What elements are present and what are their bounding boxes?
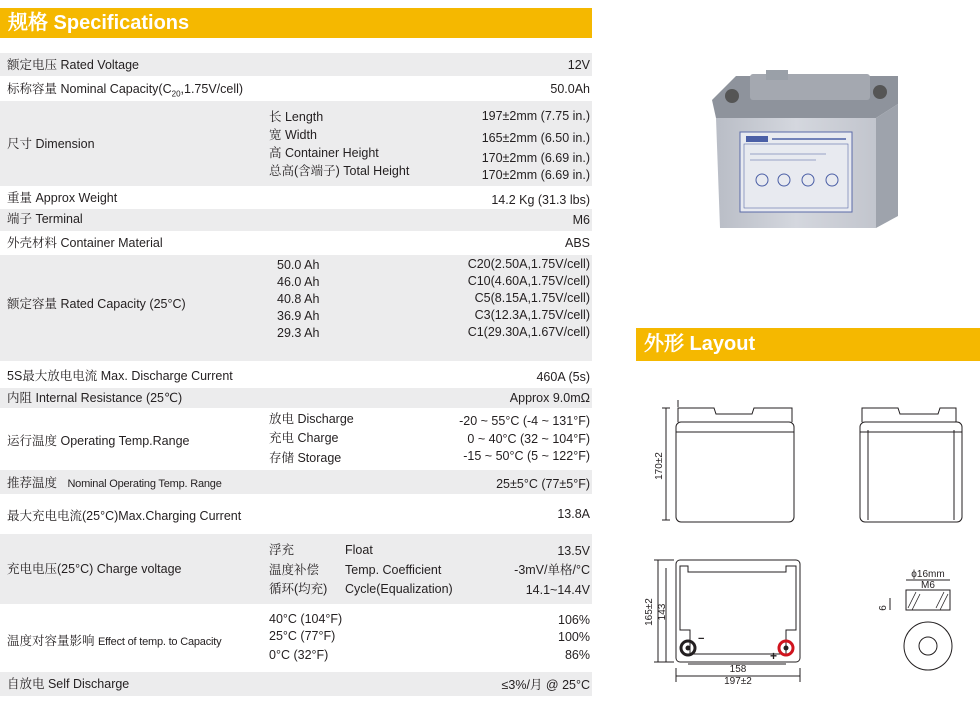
row-temp-effect: [0, 606, 592, 672]
operating-temp-discharge: 放电 Discharge: [269, 412, 354, 426]
row-rated-capacity: [0, 255, 592, 361]
max-discharge-label: 5S最大放电电流 Max. Discharge Current: [7, 369, 233, 383]
operating-temp-storage-value: -15 ~ 50°C (5 ~ 122°F): [463, 449, 590, 463]
charge-voltage-float-value: 13.5V: [557, 544, 590, 558]
rated-voltage-label: 额定电压 Rated Voltage: [7, 58, 140, 72]
minus-sign: −: [698, 633, 705, 645]
dimension-container-height-value: 170±2mm (6.69 in.): [481, 151, 590, 165]
operating-temp-discharge-value: -20 ~ 55°C (-4 ~ 131°F): [459, 414, 590, 428]
nominal-capacity-label: 标称容量 Nominal $Capacity(C_{20},1.75V/cell)$: [7, 82, 244, 99]
temp-effect-item: 40°C (104°F): [269, 612, 343, 626]
charge-voltage-float: 浮充: [269, 543, 295, 557]
row-dimension: [0, 101, 592, 186]
terminal-detail-drawing: [890, 580, 952, 670]
container-material-value: ABS: [564, 236, 590, 250]
row-charge-voltage: [0, 534, 592, 604]
dimension-total-height: 总高(含端子) Total Height: [269, 164, 410, 178]
specifications-banner: 规格 Specifications: [0, 8, 592, 38]
dim-terminal-dia: ϕ16mm: [911, 569, 945, 580]
terminal-value: M6: [572, 213, 590, 227]
row-internal-resistance: [0, 388, 592, 408]
rated-capacity-item: 46.0 Ah: [277, 275, 320, 289]
dim-width-197: 197±2: [724, 676, 752, 687]
dim-width-158: 158: [729, 664, 747, 675]
dim-height-143: 143: [657, 603, 668, 621]
charge-voltage-temp-coef-value: -3mV/单格/°C: [514, 563, 590, 577]
rated-capacity-item: 36.9 Ah: [277, 309, 320, 323]
self-discharge-label: 自放电 Self Discharge: [7, 677, 130, 691]
layout-banner: 外形 Layout: [636, 328, 980, 361]
dimension-width: 宽 Width: [269, 128, 317, 142]
row-container-material: [0, 232, 592, 254]
dim-height-165: 165±2: [644, 598, 655, 626]
temp-effect-value: 86%: [564, 648, 590, 662]
self-discharge-value: ≤3%/月 @ 25°C: [501, 678, 590, 692]
row-approx-weight: [0, 187, 592, 209]
layout-drawings: [636, 370, 980, 700]
rated-capacity-item: 40.8 Ah: [277, 292, 320, 306]
operating-temp-storage: 存储 Storage: [269, 451, 342, 465]
operating-temp-label: 运行温度 Operating Temp.Range: [7, 434, 190, 448]
dimension-width-value: 165±2mm (6.50 in.): [481, 131, 590, 145]
terminal-label: 端子 Terminal: [7, 212, 83, 226]
battery-product-image: [706, 70, 906, 235]
charge-voltage-label: 充电电压(25°C) Charge voltage: [7, 562, 182, 576]
row-max-discharge: [0, 362, 592, 388]
row-self-discharge: [0, 672, 592, 696]
dim-height-170: 170±2: [654, 452, 665, 480]
rated-capacity-item: 29.3 Ah: [277, 326, 320, 340]
rated-capacity-rate: C1(29.30A,1.67V/cell): [467, 325, 590, 339]
row-nominal-capacity: [0, 76, 592, 100]
charge-voltage-temp-coef: 温度补偿: [269, 563, 320, 577]
rated-capacity-rate: C3(12.3A,1.75V/cell): [474, 308, 590, 322]
approx-weight-label: 重量 Approx Weight: [7, 191, 118, 205]
charge-voltage-cycle: 循环(均充): [269, 582, 328, 596]
charge-voltage-temp-coef-en: Temp. Coefficient: [345, 563, 442, 577]
dimension-length: 长 Length: [269, 110, 324, 124]
dim-terminal-depth: 6: [878, 605, 889, 611]
row-operating-temp: [0, 408, 592, 470]
row-rated-voltage: [0, 53, 592, 76]
approx-weight-value: 14.2 Kg (31.3 lbs): [491, 193, 590, 207]
nominal-capacity-value: 50.0Ah: [550, 82, 590, 96]
rated-capacity-item: 50.0 Ah: [277, 258, 320, 272]
temp-effect-label: 温度对容量影响 Effect of temp. to Capacity: [7, 634, 222, 648]
dimension-length-value: 197±2mm (7.75 in.): [481, 109, 590, 123]
row-terminal: [0, 209, 592, 231]
charge-voltage-cycle-en: Cycle(Equalization): [345, 582, 453, 596]
charge-voltage-cycle-value: 14.1~14.4V: [525, 583, 590, 597]
rated-voltage-value: 12V: [567, 58, 590, 72]
rated-capacity-rate: C20(2.50A,1.75V/cell): [467, 257, 590, 271]
max-charging-label: 最大充电电流(25°C)Max.Charging Current: [7, 509, 242, 523]
rated-capacity-rate: C5(8.15A,1.75V/cell): [474, 291, 590, 305]
top-view-drawing: [654, 560, 800, 682]
temp-effect-value: 100%: [558, 630, 590, 644]
internal-resistance-value: Approx 9.0mΩ: [509, 391, 590, 405]
dimension-total-height-value: 170±2mm (6.69 in.): [481, 168, 590, 182]
operating-temp-charge-value: 0 ~ 40°C (32 ~ 104°F): [467, 432, 590, 446]
temp-effect-value: 106%: [558, 613, 590, 627]
side-view-drawing: [860, 408, 962, 522]
dim-terminal-thread: M6: [921, 580, 935, 591]
row-nominal-operating-temp: [0, 470, 592, 494]
max-discharge-value: 460A (5s): [536, 370, 590, 384]
charge-voltage-float-en: Float: [345, 543, 373, 557]
nominal-operating-temp-label: 推荐温度 Nominal Operating Temp. Range: [7, 476, 222, 490]
nominal-operating-temp-value: 25±5°C (77±5°F): [496, 477, 590, 491]
row-max-charging: [0, 494, 592, 534]
internal-resistance-label: 内阻 Internal Resistance (25℃): [7, 391, 183, 405]
dimension-container-height: 高 Container Height: [269, 146, 379, 160]
front-view-drawing: [662, 400, 794, 522]
terminal-hatch: [908, 592, 948, 610]
max-charging-value: 13.8A: [557, 507, 590, 521]
rated-capacity-rate: C10(4.60A,1.75V/cell): [467, 274, 590, 288]
container-material-label: 外壳材料 Container Material: [7, 236, 163, 250]
temp-effect-item: 25°C (77°F): [269, 629, 336, 643]
dimension-label: 尺寸 Dimension: [7, 137, 95, 151]
rated-capacity-label: 额定容量 Rated Capacity (25°C): [7, 297, 186, 311]
operating-temp-charge: 充电 Charge: [269, 431, 339, 445]
plus-sign: +: [770, 649, 778, 663]
temp-effect-item: 0°C (32°F): [269, 648, 329, 662]
